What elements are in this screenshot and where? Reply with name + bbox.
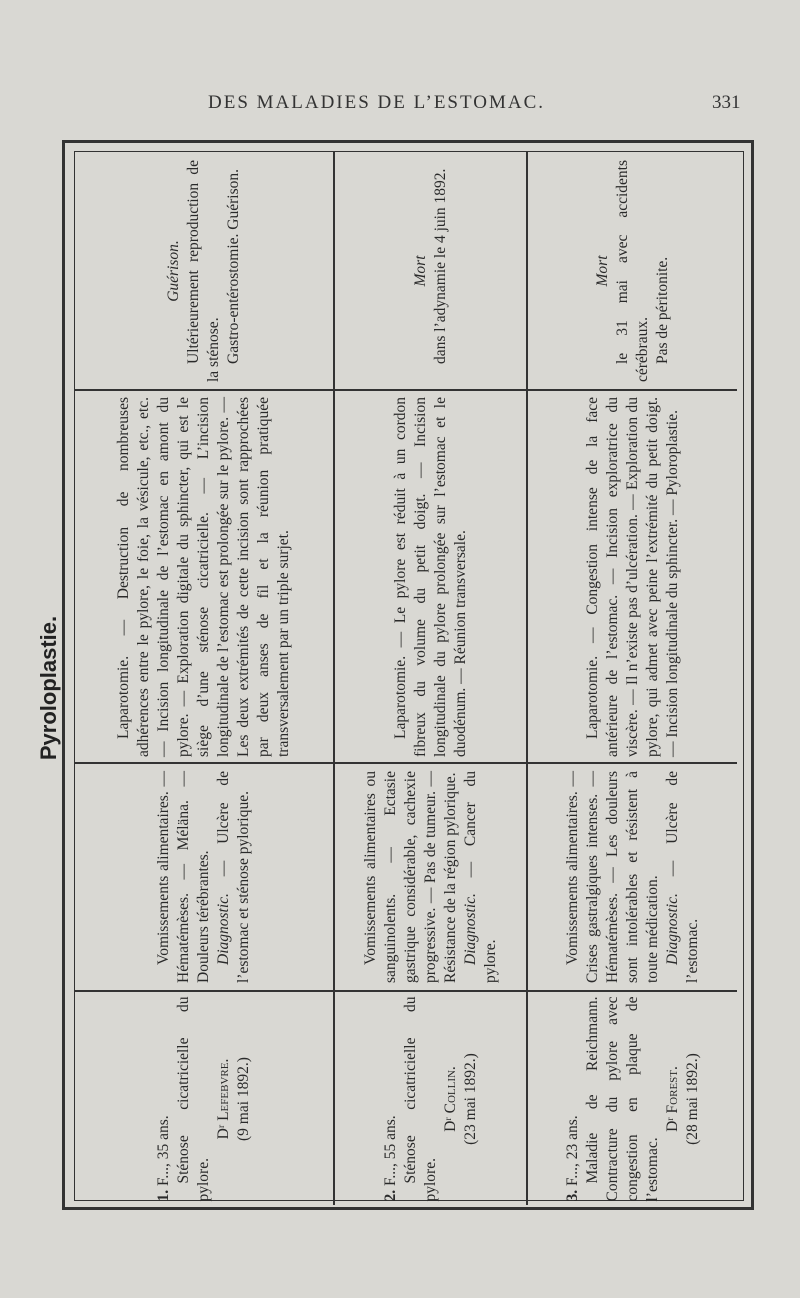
case-1-symptoms: Vomissements alimentaires. — Hématémèses. — Méläna. — Douleurs térébrantes. <box>155 771 212 983</box>
case-3-result-title: Mort <box>593 255 611 286</box>
case-2-operation-cell <box>335 391 526 762</box>
case-2-patient-cell <box>335 992 526 1205</box>
case-3-operation-cell <box>528 391 737 762</box>
case-2-number: 2. <box>381 1189 399 1201</box>
page-number: 331 <box>712 92 741 113</box>
page-header <box>0 92 800 122</box>
case-1-date: (9 mai 1892.) <box>235 1056 252 1141</box>
case-1-age: F..., 35 ans. <box>155 1114 172 1186</box>
case-1-result-text: Ultérieurement reproduction de la sténose. <box>185 159 222 382</box>
case-3-result-cell <box>528 152 737 389</box>
case-2-disease: Sténose cicatricielle du pylore. <box>401 996 439 1201</box>
case-table <box>62 140 754 1210</box>
case-2-heading <box>381 996 401 1201</box>
case-1-number: 1. <box>155 1189 172 1201</box>
case-2-diagnosis: — Cancer du pylore. <box>461 771 499 983</box>
case-2-doctor: Collin. <box>441 1065 459 1113</box>
case-3-symptoms-cell <box>528 764 737 990</box>
case-3-result-text2: Pas de péritonite. <box>653 256 671 364</box>
case-1-result-cell <box>75 152 333 389</box>
case-2-diagnosis-label: Diagnostic. <box>461 893 479 965</box>
case-1-symptoms-cell <box>75 764 333 990</box>
case-2-result-title-line <box>411 160 431 382</box>
case-3-symptoms: Vomissements alimentaires. — Crises gastralgiques intenses. — Hématémèses. — Les douleurs sont intolérables et résistent à toute médication. <box>563 771 661 983</box>
case-table-inner <box>74 151 744 1201</box>
case-2-date: (23 mai 1892.) <box>461 1052 479 1145</box>
case-2-operation: Laparotomie. — Le pylore est réduit à un cordon fibreux du volume du petit doigt. — Incision longitudinale du pylore prolongée sur l’estomac et le duodénum. — Réunion transversale. <box>391 396 469 757</box>
case-3-result-text: le 31 mai avec accidents cérébraux. <box>613 159 651 382</box>
case-3-diagnosis-line <box>663 771 703 983</box>
case-1-patient-cell <box>75 992 333 1205</box>
case-1-disease: Sténose cicatricielle du pylore. <box>175 996 212 1201</box>
case-3-doctor: Forest. <box>663 1065 681 1113</box>
running-title: DES MALADIES DE L’ESTOMAC. <box>208 92 546 113</box>
case-2-result-text: dans l’adynamie le 4 juin 1892. <box>431 168 449 364</box>
section-title: Pyroloplastie. <box>36 615 61 761</box>
case-1-result-text2: Gastro-entérostomie. Guérison. <box>225 168 242 364</box>
case-1-diagnosis: — Ulcère de l’estomac et sténose pylorique. <box>215 771 252 983</box>
case-3-operation: Laparotomie. — Congestion intense de la face antérieure de l’estomac. — Incision exploratrice du viscère. — Il n’existe pas d’ulcération. — Exploration du pylore, qui admet avec peine l’extrémité du petit doigt. — Incision longitudinale du sphincter. — Pyloroplastie. <box>583 396 681 757</box>
case-1-operation: Laparotomie. — Destruction de nombreuses adhérences entre le pylore, le foie, la vésicule, etc., etc. — Incision longitudinale de l’estomac en amont du pylore. — Exploration digitale du sphincter, qui est le siège d’une sténose cicatricielle. — L’incision longitudinale de l’estomac est prolongée sur le pylore. — Les deux extrémités de cette incision sont rapprochées par deux anses de fil et la réunion pratiquée transversalement par un triple surjet. <box>115 396 292 757</box>
case-1-operation-cell <box>75 391 333 762</box>
case-3-date: (28 mai 1892.) <box>683 1052 701 1145</box>
case-2-diagnosis-line <box>461 771 501 983</box>
case-3-patient-cell <box>528 992 737 1205</box>
case-1-result-title: Guérison. <box>165 239 182 302</box>
case-3-heading <box>563 996 583 1201</box>
case-1-heading <box>154 996 174 1201</box>
case-3-number: 3. <box>563 1189 581 1201</box>
case-1-result-title-line <box>164 160 184 382</box>
case-1-doctor-line: Dʳ Lefebvre. <box>215 1058 232 1139</box>
case-3-disease: Maladie de Reichmann. Contracture du pylore avec congestion en plaque de l’estomac. <box>583 996 661 1201</box>
case-2-doctor-line: Dʳ Collin. <box>441 1065 459 1132</box>
case-2-symptoms-cell <box>335 764 526 990</box>
case-2-symptoms: Vomissements alimentaires ou sanguinolents. — Ectasie gastrique considérable, cachexie progressive. — Pas de tumeur. — Résistance de la région pylorique. <box>361 771 459 983</box>
case-3-diagnosis-label: Diagnostic. <box>663 893 681 965</box>
case-2-age: F..., 55 ans. <box>381 1114 399 1186</box>
case-1-diagnosis-label: Diagnostic. <box>215 893 232 965</box>
case-3-age: F..., 23 ans. <box>563 1114 581 1186</box>
case-1-diagnosis-line <box>214 771 254 983</box>
case-1-doctor: Lefebvre. <box>215 1058 232 1121</box>
case-3-diagnosis: — Ulcère de l’estomac. <box>663 771 701 983</box>
case-3-result-title-line <box>593 160 613 382</box>
case-2-result-title: Mort <box>411 255 429 286</box>
case-2-result-cell <box>335 152 526 389</box>
case-3-doctor-line: Dʳ Forest. <box>663 1065 681 1132</box>
